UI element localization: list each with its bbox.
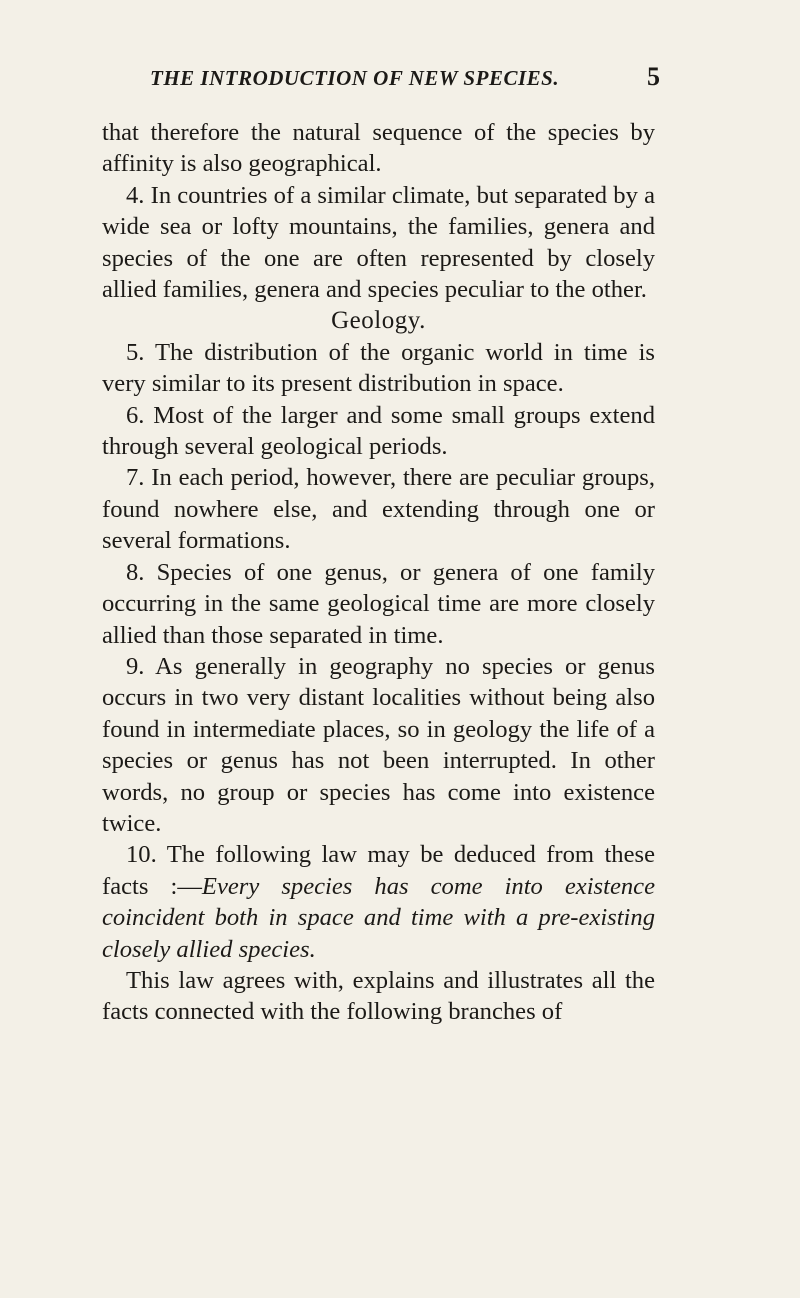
- paragraph-10-law: Every species has come into existence coincident both in space and time with a pre-existing closely allied species.: [102, 872, 655, 963]
- paragraph-9: 9. As generally in geography no species or genus occurs in two very distant localities without being also found in intermediate places, so in geology the life of a species or genus has not been interrupted. In other words, no group or species has come into existence twice.: [102, 652, 655, 837]
- section-heading-geology: Geology.: [331, 307, 426, 335]
- paragraph-10-intro: 10. The following law may be deduced from these facts :—: [102, 841, 655, 900]
- body-text: [102, 117, 655, 1028]
- paragraph-final: This law agrees with, explains and illustrates all the facts connected with the following branches of: [102, 966, 655, 1026]
- page-header: [150, 62, 660, 96]
- paragraph-10: [102, 839, 655, 965]
- paragraph-4: 4. In countries of a similar climate, but separated by a wide sea or lofty mountains, the families, genera and species of the one are often represented by closely allied families, genera and species peculiar to the other.: [102, 181, 655, 304]
- paragraph-5: 5. The distribution of the organic world in time is very similar to its present distribution in space.: [102, 338, 655, 398]
- paragraph-continuation: that therefore the natural sequence of the species by affinity is also geographical.: [102, 119, 655, 178]
- paragraph-6: 6. Most of the larger and some small groups extend through several geological periods.: [102, 401, 655, 461]
- running-head: THE INTRODUCTION OF NEW SPECIES.: [150, 66, 560, 90]
- page-number: 5: [647, 62, 660, 91]
- paragraph-8: 8. Species of one genus, or genera of one family occurring in the same geological time are more closely allied than those separated in time.: [102, 558, 655, 649]
- paragraph-7: 7. In each period, however, there are peculiar groups, found nowhere else, and extending through one or several formations.: [102, 464, 655, 555]
